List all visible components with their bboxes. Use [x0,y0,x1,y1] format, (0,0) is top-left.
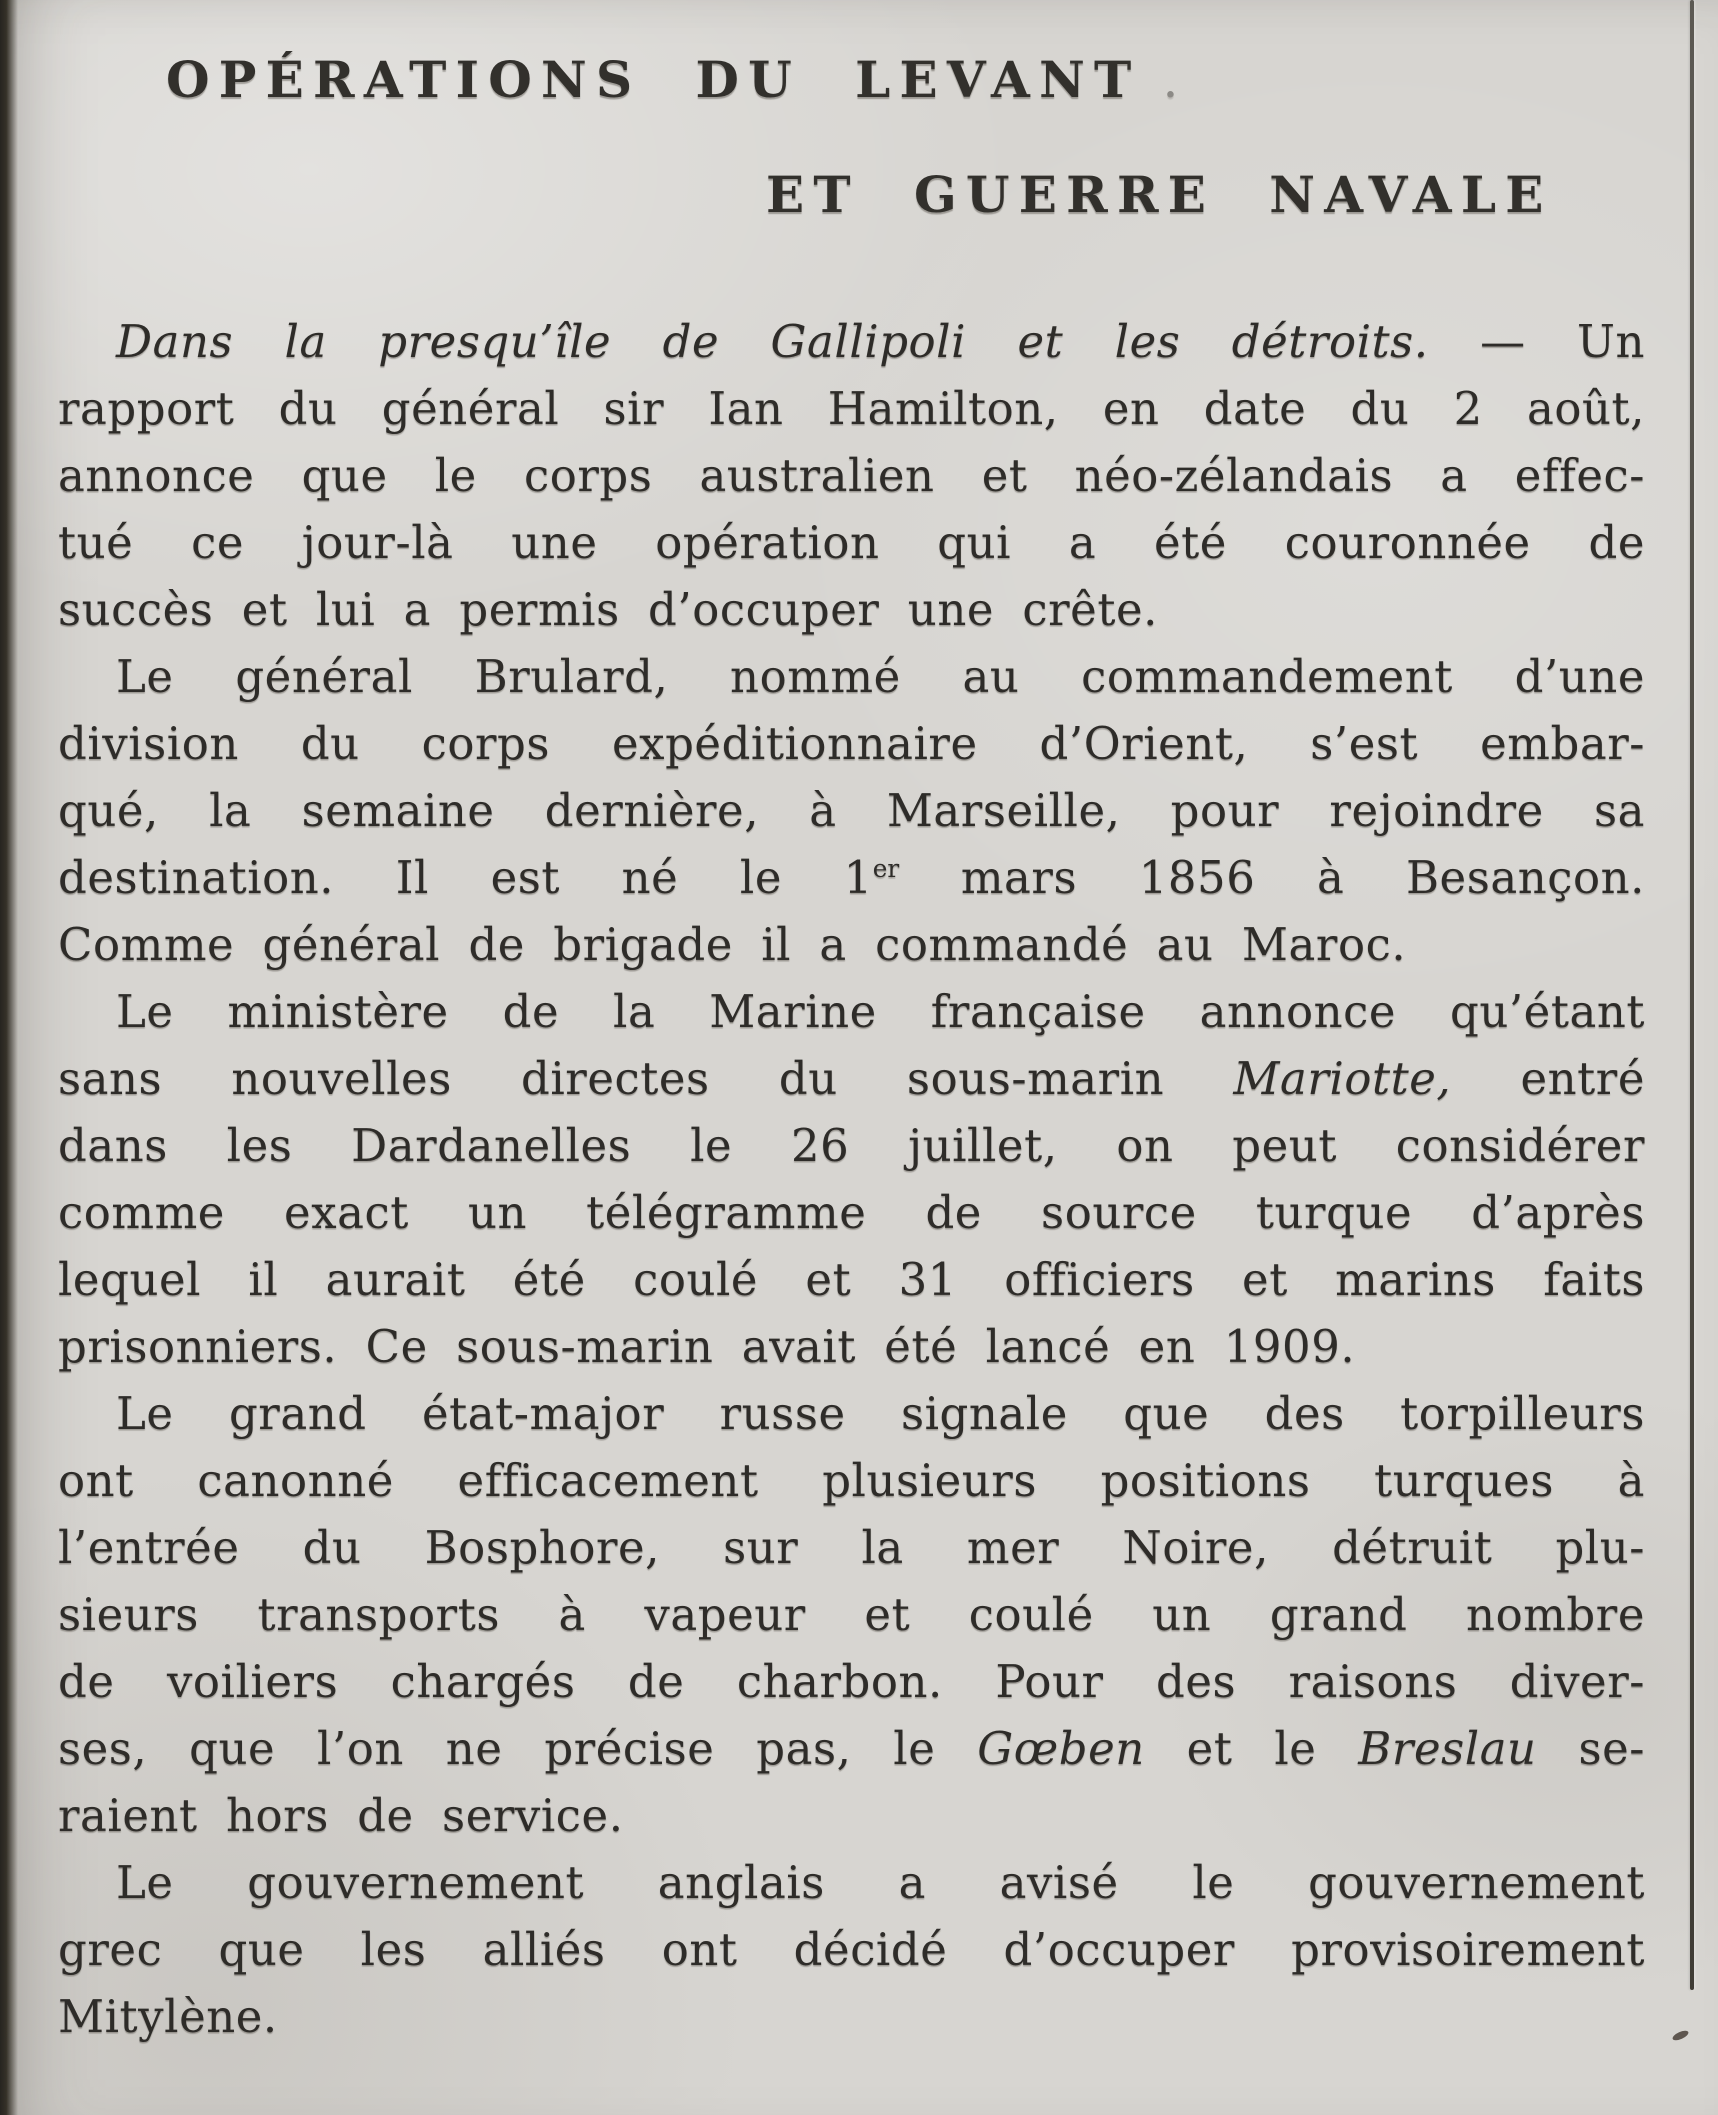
text-segment: tué ce jour-là une opération qui a été couronnée de [58,516,1645,569]
text-line [58,1313,1645,1380]
text-line [58,1849,1645,1916]
text-segment: sans nouvelles directes du sous-marin [58,1052,1234,1105]
text-line [58,710,1645,777]
column-divider-rule [1690,0,1694,1990]
text-segment: division du corps expéditionnaire d’Orient, s’est embar- [58,717,1645,770]
paragraph [58,643,1645,978]
text-line [58,1045,1645,1112]
text-segment: sieurs transports à vapeur et coulé un grand nombre [58,1588,1645,1641]
text-line [58,1916,1645,1983]
italic-text: Gœben [977,1722,1145,1775]
paragraph [58,308,1645,643]
text-segment: Le gouvernement anglais a avisé le gouvernement [116,1856,1645,1909]
text-line [58,1246,1645,1313]
superscript-text: er [872,854,900,883]
text-segment: Le grand état-major russe signale que des torpilleurs [116,1387,1645,1440]
text-segment: Le général Brulard, nommé au commandement d’une [116,650,1645,703]
italic-text: Breslau [1358,1722,1537,1775]
text-segment: et le [1144,1722,1359,1775]
text-segment: l’entrée du Bosphore, sur la mer Noire, détruit plu- [58,1521,1645,1574]
text-line [58,375,1645,442]
text-segment: Mitylène. [58,1990,278,2043]
text-line [58,1179,1645,1246]
paragraph [58,978,1645,1380]
ink-fleck [1671,2029,1689,2042]
text-line [58,1983,1645,2050]
text-segment: dans les Dardanelles le 26 juillet, on peut considérer [58,1119,1645,1172]
text-line [58,1380,1645,1447]
text-segment: ont canonné efficacement plusieurs positions turques à [58,1454,1645,1507]
text-line [58,576,1645,643]
text-line [58,1447,1645,1514]
article-title-line2: ET GUERRE NAVALE [766,165,1553,224]
text-segment: succès et lui a permis d’occuper une crête. [58,583,1158,636]
text-segment: Comme général de brigade il a commandé au Maroc. [58,918,1407,971]
text-segment: — Un [1428,315,1645,368]
text-line [58,1112,1645,1179]
text-segment: lequel il aurait été coulé et 31 officiers et marins faits [58,1253,1645,1306]
paragraph [58,1380,1645,1849]
text-segment: ses, que l’on ne précise pas, le [58,1722,978,1775]
text-line [58,308,1645,375]
text-line [58,978,1645,1045]
text-line [58,1581,1645,1648]
scan-left-edge [0,0,18,2115]
text-segment: annonce que le corps australien et néo-zélandais a effec- [58,449,1645,502]
paragraph [58,1849,1645,2050]
text-segment: qué, la semaine dernière, à Marseille, pour rejoindre sa [58,784,1645,837]
text-segment: destination. Il est né le 1 [58,851,873,904]
text-line [58,844,1645,911]
text-line [58,1514,1645,1581]
text-line [58,1782,1645,1849]
text-line [58,643,1645,710]
italic-text: Mariotte, [1233,1052,1452,1105]
text-line [58,777,1645,844]
text-segment: comme exact un télégramme de source turque d’après [58,1186,1645,1239]
text-segment: Le ministère de la Marine française annonce qu’étant [116,985,1645,1038]
text-segment: mars 1856 à Besançon. [899,851,1645,904]
text-segment: grec que les alliés ont décidé d’occuper provisoirement [58,1923,1645,1976]
text-segment: prisonniers. Ce sous-marin avait été lancé en 1909. [58,1320,1356,1373]
article-body [58,308,1645,2050]
text-segment: rapport du général sir Ian Hamilton, en date du 2 août, [58,382,1645,435]
text-segment: raient hors de service. [58,1789,624,1842]
article-title-line1 [166,50,1718,109]
text-line [58,442,1645,509]
text-line [58,1715,1645,1782]
text-segment: de voiliers chargés de charbon. Pour des raisons diver- [58,1655,1645,1708]
article-header [0,0,1718,224]
text-line [58,509,1645,576]
title-text: OPÉRATIONS DU LEVANT [166,50,1141,109]
text-segment: entré [1451,1052,1645,1105]
text-line [58,1648,1645,1715]
text-segment: se- [1536,1722,1645,1775]
text-line [58,911,1645,978]
title-faint-dot: . [1162,51,1188,109]
italic-text: Dans la presqu’île de Gallipoli et les détroits. [116,315,1429,368]
